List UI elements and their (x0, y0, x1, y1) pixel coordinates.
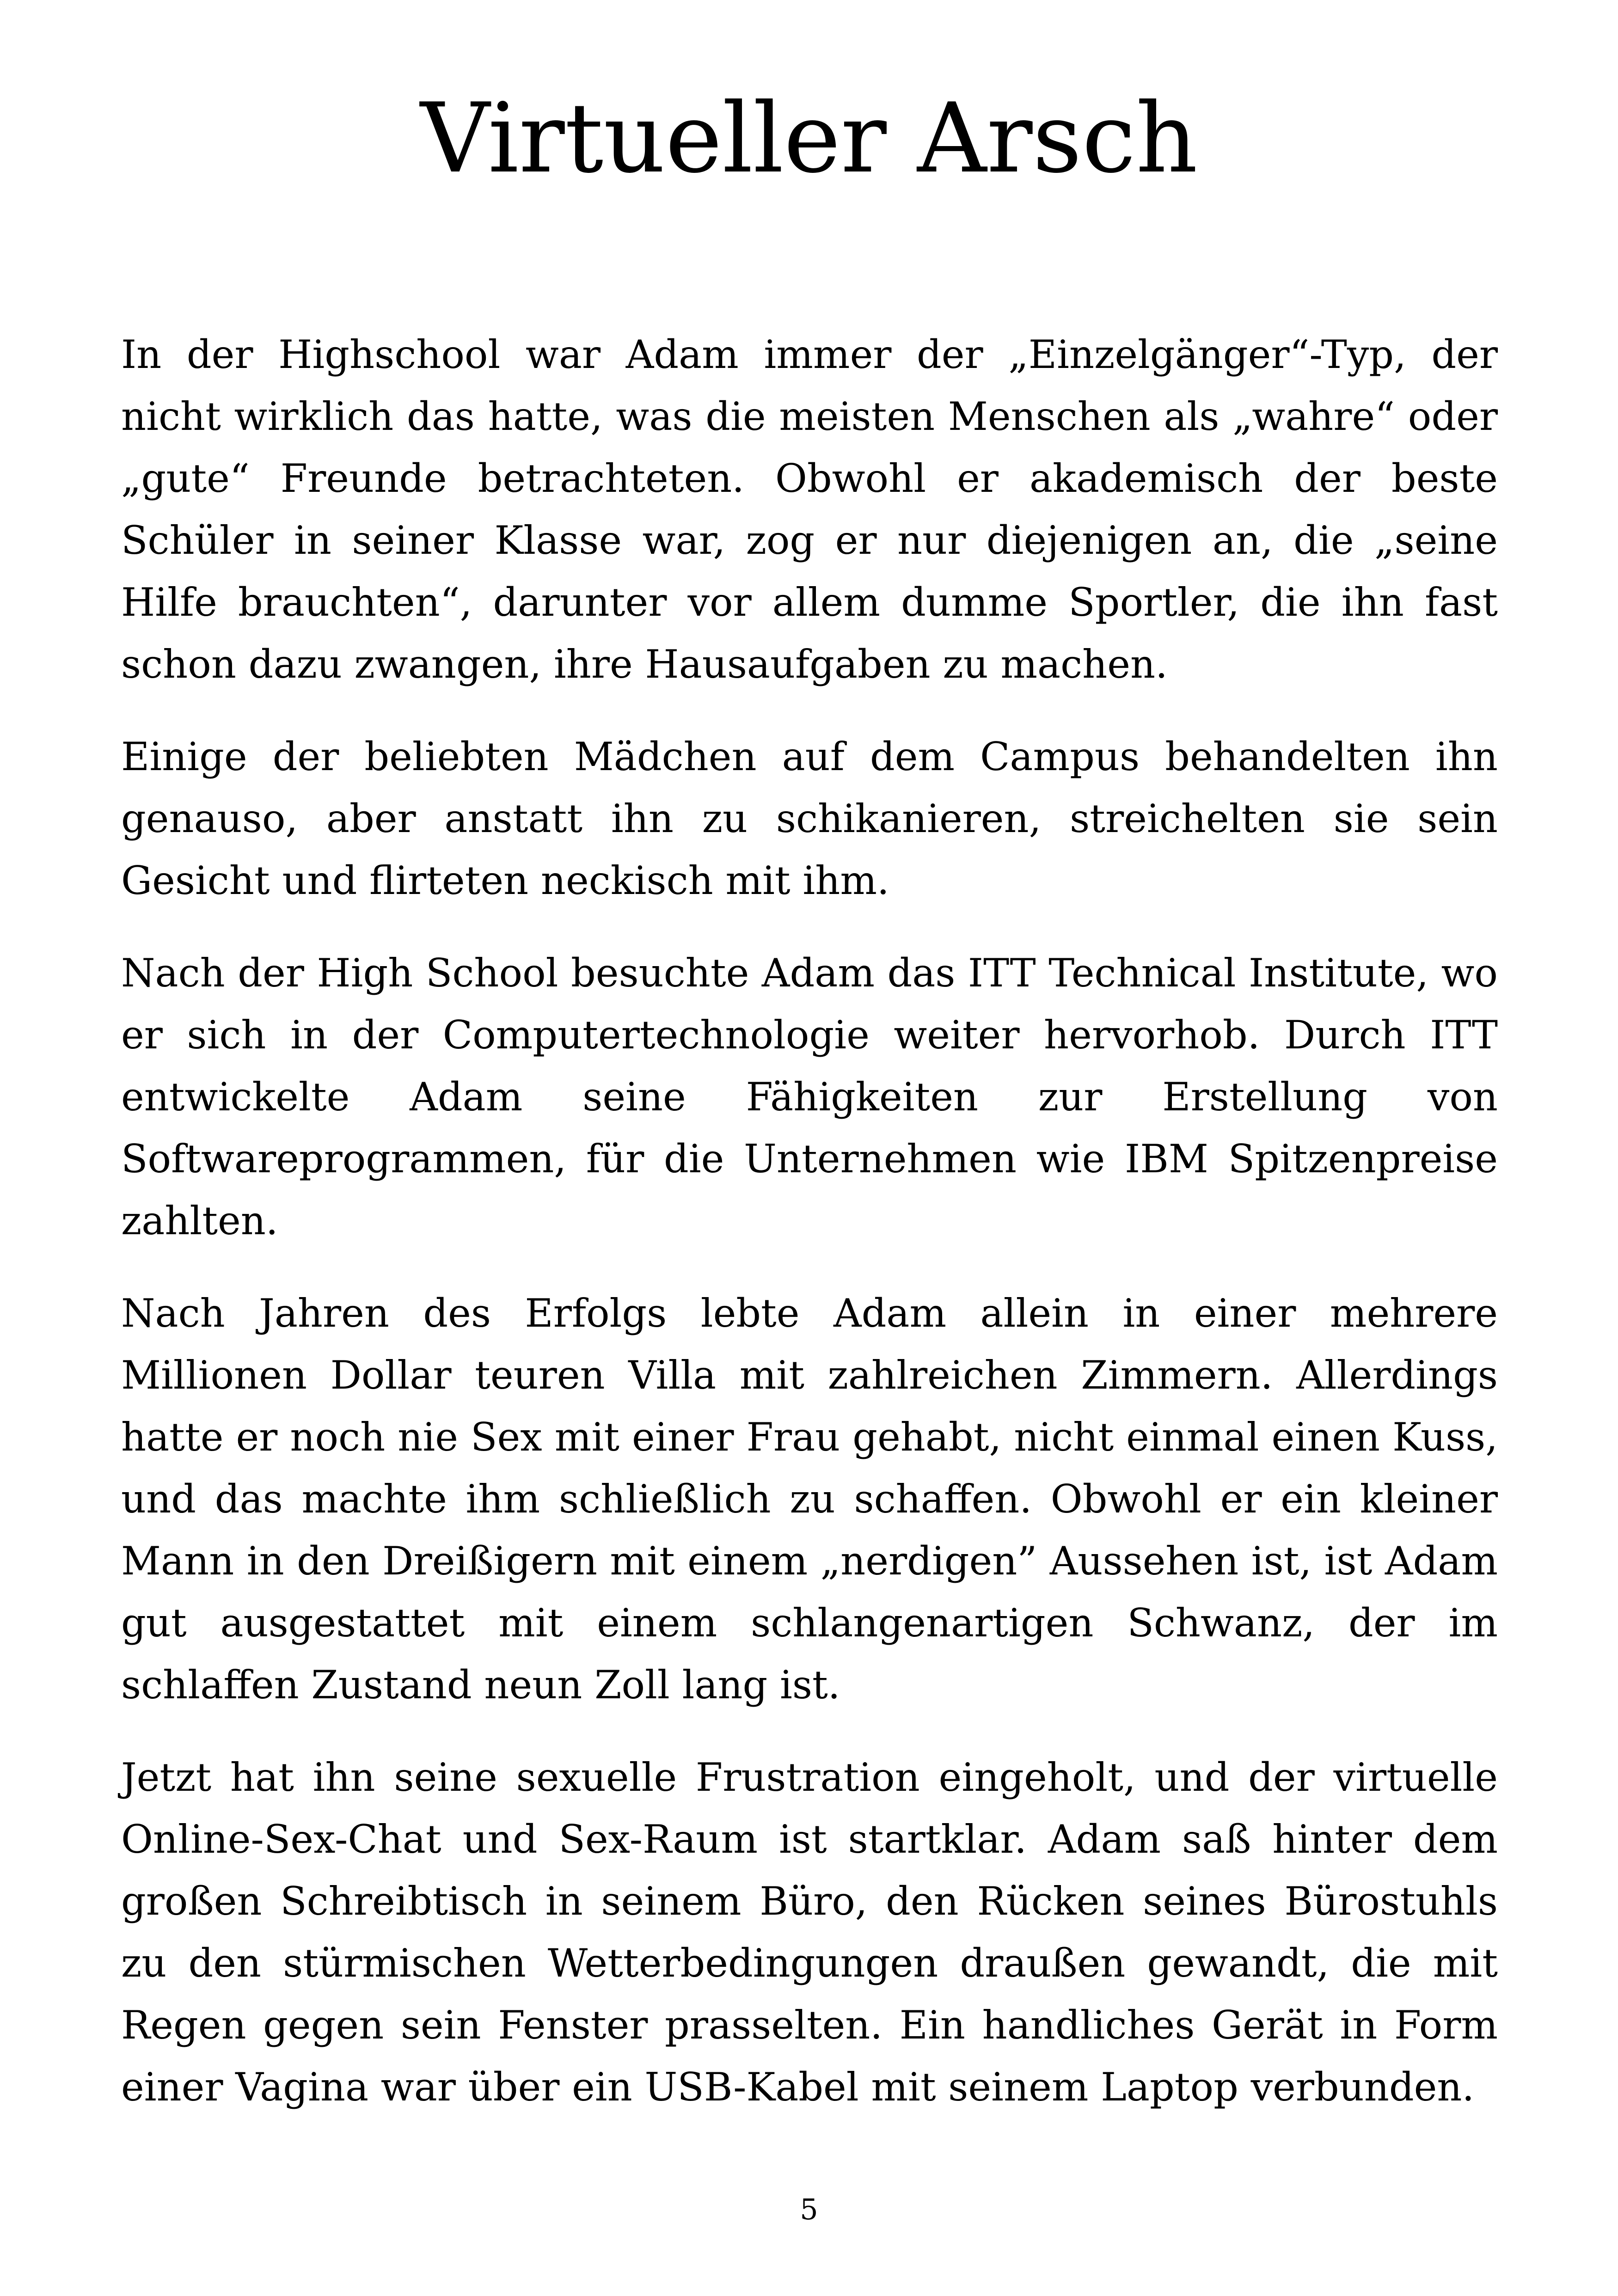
paragraph-2: Einige der beliebten Mädchen auf dem Campus behandelten ihn genauso, aber anstatt ihn zu schikanieren, streichelten sie sein Gesicht und flirteten neckisch mit ihm. (121, 734, 1498, 903)
chapter-title: Virtueller Arsch (420, 83, 1198, 195)
paragraph-4: Nach Jahren des Erfolgs lebte Adam allein in einer mehrere Millionen Dollar teuren Villa mit zahlreichen Zimmern. Allerdings hatte er noch nie Sex mit einer Frau gehabt, nicht einmal einen Kuss, und das machte ihm schließlich zu schaffen. Obwohl er ein kleiner Mann in den Dreißigern mit einem „nerdigen” Aussehen ist, ist Adam gut ausgestattet mit einem schlangenartigen Schwanz, der im schlaffen Zustand neun Zoll lang ist. (121, 1291, 1498, 1708)
page-number: 5 (800, 2192, 818, 2226)
chapter-body (121, 324, 1498, 2149)
paragraph-3: Nach der High School besuchte Adam das ITT Technical Institute, wo er sich in der Computertechnologie weiter hervorhob. Durch ITT entwickelte Adam seine Fähigkeiten zur Erstellung von Softwareprogrammen, für die Unternehmen wie IBM Spitzenpreise zahlten. (121, 950, 1498, 1243)
paragraph-1: In der Highschool war Adam immer der „Einzelgänger“-Typ, der nicht wirklich das hatte, was die meisten Menschen als „wahre“ oder „gute“ Freunde betrachteten. Obwohl er akademisch der beste Schüler in seiner Klasse war, zog er nur diejenigen an, die „seine Hilfe brauchten“, darunter vor allem dumme Sportler, die ihn fast schon dazu zwangen, ihre Hausaufgaben zu machen. (121, 332, 1498, 687)
paragraph-5: Jetzt hat ihn seine sexuelle Frustration eingeholt, und der virtuelle Online-Sex-Chat und Sex-Raum ist startklar. Adam saß hinter dem großen Schreibtisch in seinem Büro, den Rücken seines Bürostuhls zu den stürmischen Wetterbedingungen draußen gewandt, die mit Regen gegen sein Fenster prasselten. Ein handliches Gerät in Form einer Vagina war über ein USB-Kabel mit seinem Laptop verbunden. (121, 1755, 1498, 2110)
